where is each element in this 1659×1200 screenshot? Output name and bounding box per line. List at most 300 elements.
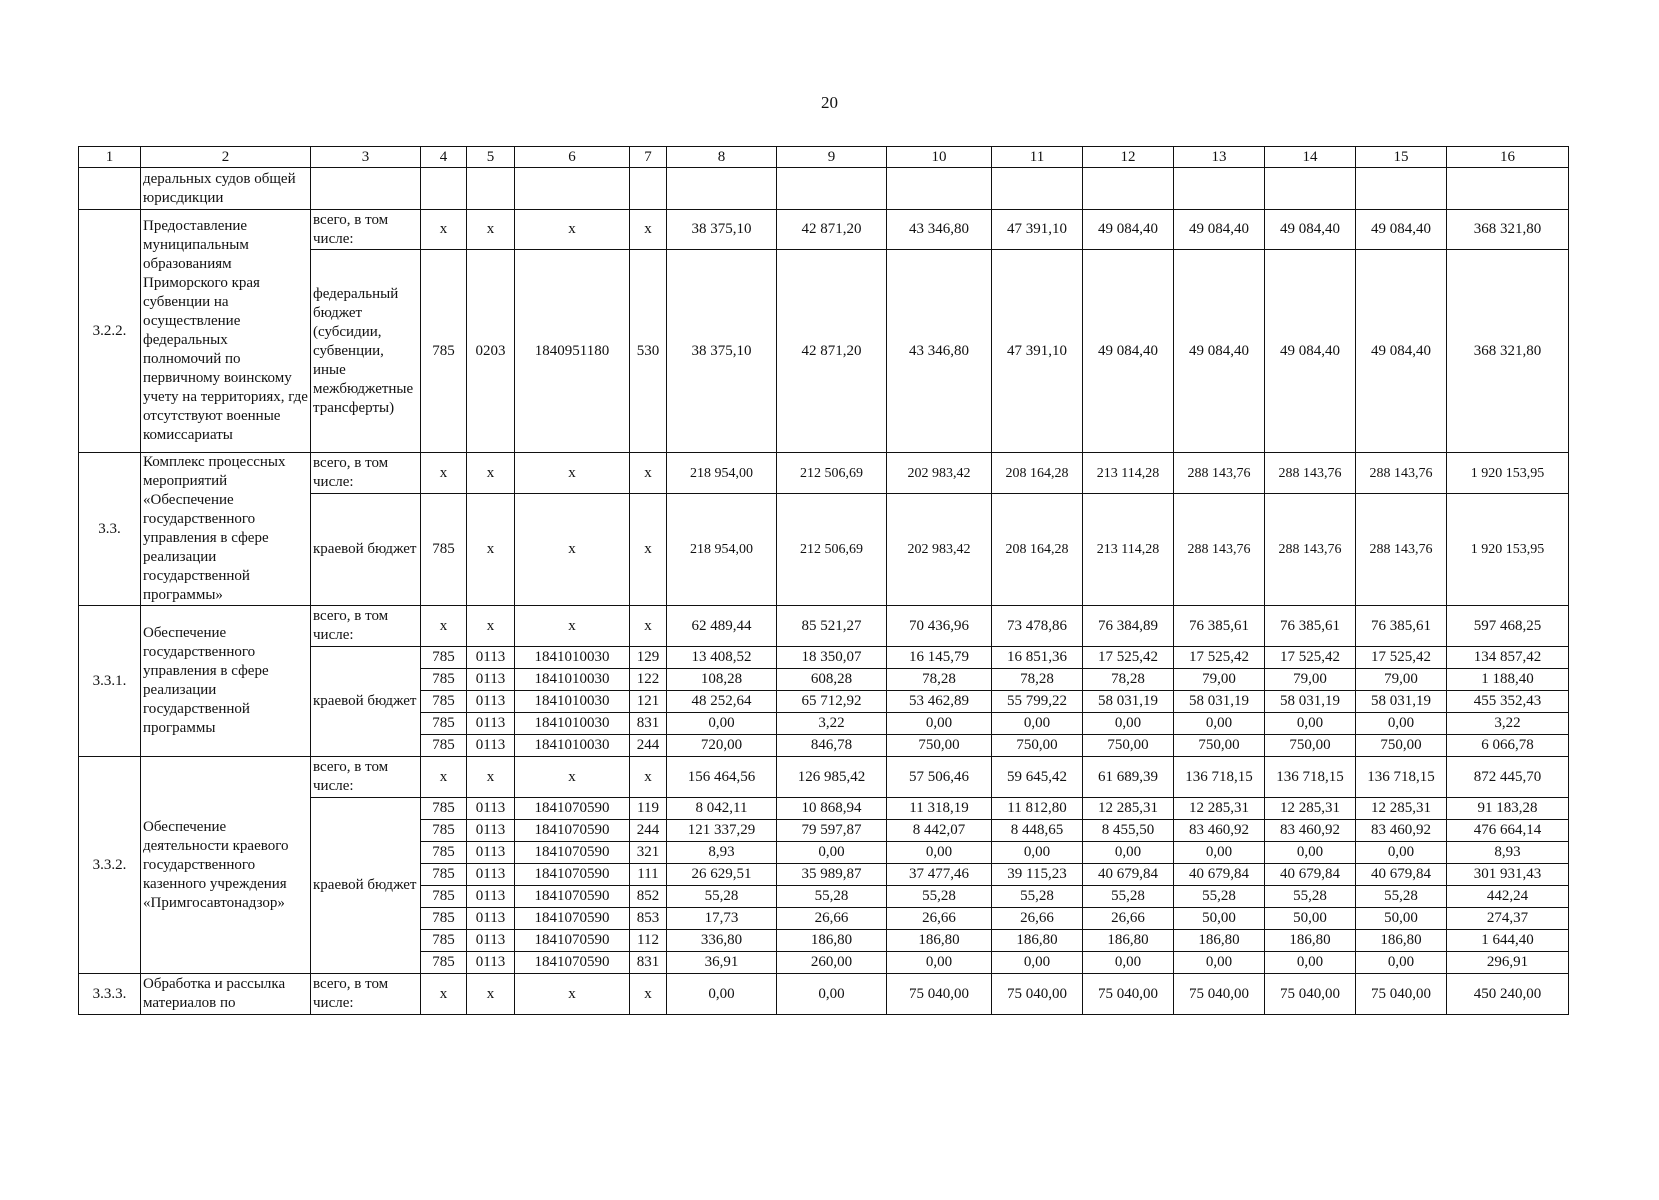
cell-value: 58 031,19	[1083, 691, 1174, 713]
cell-value: 11 318,19	[887, 798, 992, 820]
cell-expense-code: х	[630, 606, 667, 647]
cell-expense-code: х	[630, 757, 667, 798]
cell-value: 212 506,69	[777, 453, 887, 494]
cell-section-code: 0113	[467, 864, 515, 886]
cell-value: 76 385,61	[1356, 606, 1447, 647]
cell-value: 208 164,28	[992, 494, 1083, 606]
cell-value: 78,28	[1083, 669, 1174, 691]
cell-value: 91 183,28	[1447, 798, 1569, 820]
table-row	[79, 453, 1569, 494]
cell-value: 212 506,69	[777, 494, 887, 606]
cell-value: 55,28	[1174, 886, 1265, 908]
cell-source: краевой бюджет	[311, 798, 421, 974]
cell-value: 40 679,84	[1174, 864, 1265, 886]
cell-number: 3.3.3.	[79, 974, 141, 1015]
header-row	[79, 147, 1569, 168]
cell-value: 750,00	[1356, 735, 1447, 757]
cell-value: 288 143,76	[1174, 494, 1265, 606]
cell-value: 42 871,20	[777, 250, 887, 453]
cell-value: 76 385,61	[1265, 606, 1356, 647]
cell-value: 55,28	[1265, 886, 1356, 908]
cell-value: 0,00	[1356, 842, 1447, 864]
cell-value: 50,00	[1174, 908, 1265, 930]
cell-section-code: х	[467, 974, 515, 1015]
cell-value: 0,00	[1265, 713, 1356, 735]
cell-empty	[667, 168, 777, 210]
cell-value: 79,00	[1174, 669, 1265, 691]
header-cell-5: 5	[467, 147, 515, 168]
cell-value: 83 460,92	[1265, 820, 1356, 842]
cell-value: 37 477,46	[887, 864, 992, 886]
cell-value: 368 321,80	[1447, 210, 1569, 250]
cell-value: 16 145,79	[887, 647, 992, 669]
cell-value: 11 812,80	[992, 798, 1083, 820]
cell-value: 40 679,84	[1083, 864, 1174, 886]
cell-section-code: 0203	[467, 250, 515, 453]
cell-value: 75 040,00	[992, 974, 1083, 1015]
cell-value: 136 718,15	[1265, 757, 1356, 798]
cell-value: 0,00	[777, 974, 887, 1015]
cell-value: 35 989,87	[777, 864, 887, 886]
cell-value: 0,00	[992, 842, 1083, 864]
cell-name: Обеспечение деятельности краевого государственного казенного учреждения «Примгосавтонадзор»	[141, 757, 311, 974]
cell-target-code: 1841010030	[515, 669, 630, 691]
cell-target-code: 1841010030	[515, 691, 630, 713]
cell-target-code: х	[515, 453, 630, 494]
cell-value: 186,80	[1174, 930, 1265, 952]
cell-value: 0,00	[667, 713, 777, 735]
cell-value: 16 851,36	[992, 647, 1083, 669]
cell-value: 75 040,00	[1174, 974, 1265, 1015]
cell-section-code: 0113	[467, 930, 515, 952]
cell-target-code: 1841070590	[515, 864, 630, 886]
cell-empty	[777, 168, 887, 210]
cell-value: 6 066,78	[1447, 735, 1569, 757]
cell-value: 55,28	[992, 886, 1083, 908]
cell-section-code: 0113	[467, 735, 515, 757]
cell-value: 134 857,42	[1447, 647, 1569, 669]
cell-target-code: 1841070590	[515, 798, 630, 820]
cell-value: 59 645,42	[992, 757, 1083, 798]
cell-target-code: 1840951180	[515, 250, 630, 453]
cell-expense-code: 853	[630, 908, 667, 930]
cell-target-code: 1841070590	[515, 820, 630, 842]
cell-value: 79,00	[1265, 669, 1356, 691]
cell-value: 49 084,40	[1356, 250, 1447, 453]
cell-value: 296,91	[1447, 952, 1569, 974]
cell-value: 49 084,40	[1174, 250, 1265, 453]
cell-value: 57 506,46	[887, 757, 992, 798]
cell-source: краевой бюджет	[311, 494, 421, 606]
cell-value: 846,78	[777, 735, 887, 757]
cell-value: 43 346,80	[887, 250, 992, 453]
cell-expense-code: 852	[630, 886, 667, 908]
cell-value: 0,00	[887, 842, 992, 864]
cell-value: 0,00	[887, 952, 992, 974]
cell-value: 0,00	[1083, 952, 1174, 974]
cell-value: 218 954,00	[667, 494, 777, 606]
cell-value: 288 143,76	[1174, 453, 1265, 494]
cell-value: 75 040,00	[1356, 974, 1447, 1015]
cell-value: 750,00	[887, 735, 992, 757]
cell-value: 50,00	[1265, 908, 1356, 930]
cell-value: 12 285,31	[1083, 798, 1174, 820]
cell-expense-code: 831	[630, 952, 667, 974]
cell-value: 17 525,42	[1083, 647, 1174, 669]
cell-value: 0,00	[992, 952, 1083, 974]
cell-admin-code: 785	[421, 820, 467, 842]
cell-value: 8 042,11	[667, 798, 777, 820]
cell-empty	[311, 168, 421, 210]
cell-value: 608,28	[777, 669, 887, 691]
cell-value: 10 868,94	[777, 798, 887, 820]
cell-value: 58 031,19	[1174, 691, 1265, 713]
page-number: 20	[821, 93, 838, 112]
cell-value: 597 468,25	[1447, 606, 1569, 647]
cell-value: 208 164,28	[992, 453, 1083, 494]
cell-section-code: 0113	[467, 952, 515, 974]
cell-empty	[1083, 168, 1174, 210]
cell-value: 17,73	[667, 908, 777, 930]
cell-value: 17 525,42	[1356, 647, 1447, 669]
cell-empty	[467, 168, 515, 210]
cell-value: 186,80	[777, 930, 887, 952]
cell-value: 8 442,07	[887, 820, 992, 842]
cell-value: 78,28	[887, 669, 992, 691]
cell-section-code: 0113	[467, 842, 515, 864]
cell-value: 186,80	[992, 930, 1083, 952]
cell-value: 126 985,42	[777, 757, 887, 798]
cell-name: Обработка и рассылка материалов по	[141, 974, 311, 1015]
header-cell-12: 12	[1083, 147, 1174, 168]
cell-admin-code: 785	[421, 647, 467, 669]
cell-value: 8,93	[1447, 842, 1569, 864]
cell-target-code: 1841010030	[515, 713, 630, 735]
cell-number	[79, 168, 141, 210]
cell-value: 36,91	[667, 952, 777, 974]
cell-section-code: х	[467, 453, 515, 494]
cell-value: 136 718,15	[1356, 757, 1447, 798]
cell-value: 260,00	[777, 952, 887, 974]
cell-value: 121 337,29	[667, 820, 777, 842]
cell-admin-code: 785	[421, 494, 467, 606]
cell-value: 79 597,87	[777, 820, 887, 842]
table-body	[79, 147, 1569, 1015]
cell-value: 442,24	[1447, 886, 1569, 908]
cell-admin-code: 785	[421, 908, 467, 930]
cell-value: 0,00	[887, 713, 992, 735]
header-cell-16: 16	[1447, 147, 1569, 168]
header-cell-1: 1	[79, 147, 141, 168]
cell-section-code: х	[467, 757, 515, 798]
cell-expense-code: х	[630, 494, 667, 606]
cell-value: 1 188,40	[1447, 669, 1569, 691]
cell-number: 3.3.1.	[79, 606, 141, 757]
cell-value: 12 285,31	[1265, 798, 1356, 820]
header-cell-7: 7	[630, 147, 667, 168]
cell-value: 0,00	[992, 713, 1083, 735]
cell-value: 0,00	[1083, 713, 1174, 735]
cell-section-code: 0113	[467, 647, 515, 669]
header-cell-15: 15	[1356, 147, 1447, 168]
cell-source: всего, в том числе:	[311, 757, 421, 798]
cell-value: 368 321,80	[1447, 250, 1569, 453]
cell-value: 76 384,89	[1083, 606, 1174, 647]
cell-expense-code: х	[630, 453, 667, 494]
cell-empty	[887, 168, 992, 210]
cell-admin-code: х	[421, 210, 467, 250]
cell-value: 47 391,10	[992, 250, 1083, 453]
cell-value: 48 252,64	[667, 691, 777, 713]
cell-value: 49 084,40	[1174, 210, 1265, 250]
cell-expense-code: 530	[630, 250, 667, 453]
cell-value: 26,66	[992, 908, 1083, 930]
cell-value: 450 240,00	[1447, 974, 1569, 1015]
cell-value: 53 462,89	[887, 691, 992, 713]
cell-target-code: х	[515, 210, 630, 250]
cell-value: 8 448,65	[992, 820, 1083, 842]
cell-target-code: 1841010030	[515, 735, 630, 757]
cell-value: 720,00	[667, 735, 777, 757]
cell-expense-code: х	[630, 210, 667, 250]
cell-admin-code: 785	[421, 250, 467, 453]
cell-value: 186,80	[1083, 930, 1174, 952]
cell-value: 65 712,92	[777, 691, 887, 713]
cell-empty	[421, 168, 467, 210]
cell-value: 49 084,40	[1083, 210, 1174, 250]
cell-value: 0,00	[1174, 952, 1265, 974]
cell-empty	[515, 168, 630, 210]
cell-value: 17 525,42	[1174, 647, 1265, 669]
cell-target-code: х	[515, 974, 630, 1015]
cell-value: 26,66	[1083, 908, 1174, 930]
table-row	[79, 168, 1569, 210]
cell-section-code: 0113	[467, 798, 515, 820]
cell-value: 274,37	[1447, 908, 1569, 930]
cell-expense-code: 831	[630, 713, 667, 735]
table-row	[79, 757, 1569, 798]
cell-target-code: х	[515, 494, 630, 606]
cell-value: 40 679,84	[1356, 864, 1447, 886]
cell-number: 3.3.2.	[79, 757, 141, 974]
cell-value: 83 460,92	[1356, 820, 1447, 842]
cell-value: 213 114,28	[1083, 494, 1174, 606]
cell-value: 49 084,40	[1083, 250, 1174, 453]
cell-target-code: 1841010030	[515, 647, 630, 669]
cell-empty	[992, 168, 1083, 210]
cell-empty	[1356, 168, 1447, 210]
cell-expense-code: 321	[630, 842, 667, 864]
cell-target-code: х	[515, 606, 630, 647]
cell-value: 750,00	[1265, 735, 1356, 757]
cell-section-code: 0113	[467, 820, 515, 842]
table-row	[79, 606, 1569, 647]
cell-target-code: 1841070590	[515, 908, 630, 930]
cell-value: 3,22	[777, 713, 887, 735]
cell-number: 3.2.2.	[79, 210, 141, 453]
cell-admin-code: 785	[421, 691, 467, 713]
cell-value: 76 385,61	[1174, 606, 1265, 647]
cell-section-code: 0113	[467, 908, 515, 930]
cell-value: 83 460,92	[1174, 820, 1265, 842]
cell-value: 0,00	[1174, 842, 1265, 864]
cell-value: 58 031,19	[1265, 691, 1356, 713]
header-cell-4: 4	[421, 147, 467, 168]
cell-value: 0,00	[1265, 842, 1356, 864]
cell-admin-code: х	[421, 453, 467, 494]
cell-source: краевой бюджет	[311, 647, 421, 757]
cell-value: 55 799,22	[992, 691, 1083, 713]
cell-value: 26,66	[887, 908, 992, 930]
cell-value: 0,00	[1265, 952, 1356, 974]
cell-admin-code: 785	[421, 713, 467, 735]
cell-source: всего, в том числе:	[311, 606, 421, 647]
cell-value: 38 375,10	[667, 210, 777, 250]
cell-value: 75 040,00	[1083, 974, 1174, 1015]
cell-name: Комплекс процессных мероприятий «Обеспечение государственного управления в сфере реализации государственной программы»	[141, 453, 311, 606]
cell-value: 55,28	[1356, 886, 1447, 908]
cell-name: деральных судов общей юрисдикции	[141, 168, 311, 210]
cell-value: 42 871,20	[777, 210, 887, 250]
cell-empty	[1174, 168, 1265, 210]
cell-value: 49 084,40	[1356, 210, 1447, 250]
cell-value: 50,00	[1356, 908, 1447, 930]
cell-value: 58 031,19	[1356, 691, 1447, 713]
cell-value: 213 114,28	[1083, 453, 1174, 494]
cell-expense-code: 121	[630, 691, 667, 713]
cell-value: 12 285,31	[1356, 798, 1447, 820]
cell-expense-code: 129	[630, 647, 667, 669]
cell-admin-code: х	[421, 757, 467, 798]
cell-section-code: х	[467, 494, 515, 606]
cell-admin-code: х	[421, 974, 467, 1015]
cell-admin-code: 785	[421, 735, 467, 757]
table-row	[79, 210, 1569, 250]
cell-target-code: 1841070590	[515, 842, 630, 864]
header-cell-6: 6	[515, 147, 630, 168]
cell-section-code: 0113	[467, 691, 515, 713]
cell-value: 301 931,43	[1447, 864, 1569, 886]
cell-admin-code: 785	[421, 952, 467, 974]
cell-value: 0,00	[777, 842, 887, 864]
cell-empty	[1265, 168, 1356, 210]
cell-value: 40 679,84	[1265, 864, 1356, 886]
cell-value: 1 644,40	[1447, 930, 1569, 952]
header-cell-10: 10	[887, 147, 992, 168]
cell-value: 218 954,00	[667, 453, 777, 494]
cell-value: 455 352,43	[1447, 691, 1569, 713]
cell-value: 78,28	[992, 669, 1083, 691]
cell-source: федеральный бюджет (субсидии, субвенции, иные межбюджетные трансферты)	[311, 250, 421, 453]
cell-value: 186,80	[1356, 930, 1447, 952]
cell-value: 85 521,27	[777, 606, 887, 647]
cell-value: 202 983,42	[887, 453, 992, 494]
cell-value: 336,80	[667, 930, 777, 952]
cell-source: всего, в том числе:	[311, 210, 421, 250]
cell-value: 55,28	[667, 886, 777, 908]
table-row	[79, 974, 1569, 1015]
cell-value: 75 040,00	[1265, 974, 1356, 1015]
header-cell-3: 3	[311, 147, 421, 168]
cell-expense-code: 244	[630, 735, 667, 757]
cell-target-code: х	[515, 757, 630, 798]
cell-value: 26 629,51	[667, 864, 777, 886]
cell-value: 1 920 153,95	[1447, 494, 1569, 606]
header-cell-9: 9	[777, 147, 887, 168]
cell-value: 0,00	[1356, 952, 1447, 974]
cell-expense-code: 122	[630, 669, 667, 691]
cell-value: 61 689,39	[1083, 757, 1174, 798]
cell-value: 750,00	[1083, 735, 1174, 757]
cell-value: 73 478,86	[992, 606, 1083, 647]
cell-value: 186,80	[887, 930, 992, 952]
cell-expense-code: 119	[630, 798, 667, 820]
cell-expense-code: 244	[630, 820, 667, 842]
cell-value: 872 445,70	[1447, 757, 1569, 798]
cell-value: 0,00	[1356, 713, 1447, 735]
cell-value: 55,28	[777, 886, 887, 908]
cell-empty	[1447, 168, 1569, 210]
cell-value: 202 983,42	[887, 494, 992, 606]
cell-value: 288 143,76	[1356, 494, 1447, 606]
cell-section-code: 0113	[467, 669, 515, 691]
cell-expense-code: 112	[630, 930, 667, 952]
cell-value: 0,00	[667, 974, 777, 1015]
cell-value: 55,28	[887, 886, 992, 908]
cell-value: 49 084,40	[1265, 250, 1356, 453]
cell-value: 75 040,00	[887, 974, 992, 1015]
cell-value: 108,28	[667, 669, 777, 691]
cell-value: 750,00	[1174, 735, 1265, 757]
cell-section-code: х	[467, 210, 515, 250]
cell-admin-code: 785	[421, 886, 467, 908]
cell-section-code: х	[467, 606, 515, 647]
cell-section-code: 0113	[467, 886, 515, 908]
cell-expense-code: 111	[630, 864, 667, 886]
cell-value: 43 346,80	[887, 210, 992, 250]
cell-admin-code: х	[421, 606, 467, 647]
cell-value: 288 143,76	[1265, 453, 1356, 494]
cell-value: 1 920 153,95	[1447, 453, 1569, 494]
cell-source: всего, в том числе:	[311, 453, 421, 494]
header-cell-8: 8	[667, 147, 777, 168]
cell-value: 26,66	[777, 908, 887, 930]
cell-value: 13 408,52	[667, 647, 777, 669]
cell-value: 0,00	[1174, 713, 1265, 735]
cell-value: 47 391,10	[992, 210, 1083, 250]
cell-value: 0,00	[1083, 842, 1174, 864]
cell-source: всего, в том числе:	[311, 974, 421, 1015]
header-cell-13: 13	[1174, 147, 1265, 168]
budget-table	[78, 146, 1569, 1015]
cell-value: 18 350,07	[777, 647, 887, 669]
cell-expense-code: х	[630, 974, 667, 1015]
cell-value: 750,00	[992, 735, 1083, 757]
cell-value: 39 115,23	[992, 864, 1083, 886]
header-cell-14: 14	[1265, 147, 1356, 168]
cell-value: 62 489,44	[667, 606, 777, 647]
cell-admin-code: 785	[421, 864, 467, 886]
cell-value: 3,22	[1447, 713, 1569, 735]
cell-value: 8,93	[667, 842, 777, 864]
cell-value: 17 525,42	[1265, 647, 1356, 669]
cell-value: 70 436,96	[887, 606, 992, 647]
cell-admin-code: 785	[421, 842, 467, 864]
cell-name: Обеспечение государственного управления в сфере реализации государственной программы	[141, 606, 311, 757]
cell-number: 3.3.	[79, 453, 141, 606]
cell-name: Предоставление муниципальным образованиям Приморского края субвенции на осуществление федеральных полномочий по первичному воинскому учету на территориях, где отсутствуют военные комиссариаты	[141, 210, 311, 453]
cell-value: 49 084,40	[1265, 210, 1356, 250]
